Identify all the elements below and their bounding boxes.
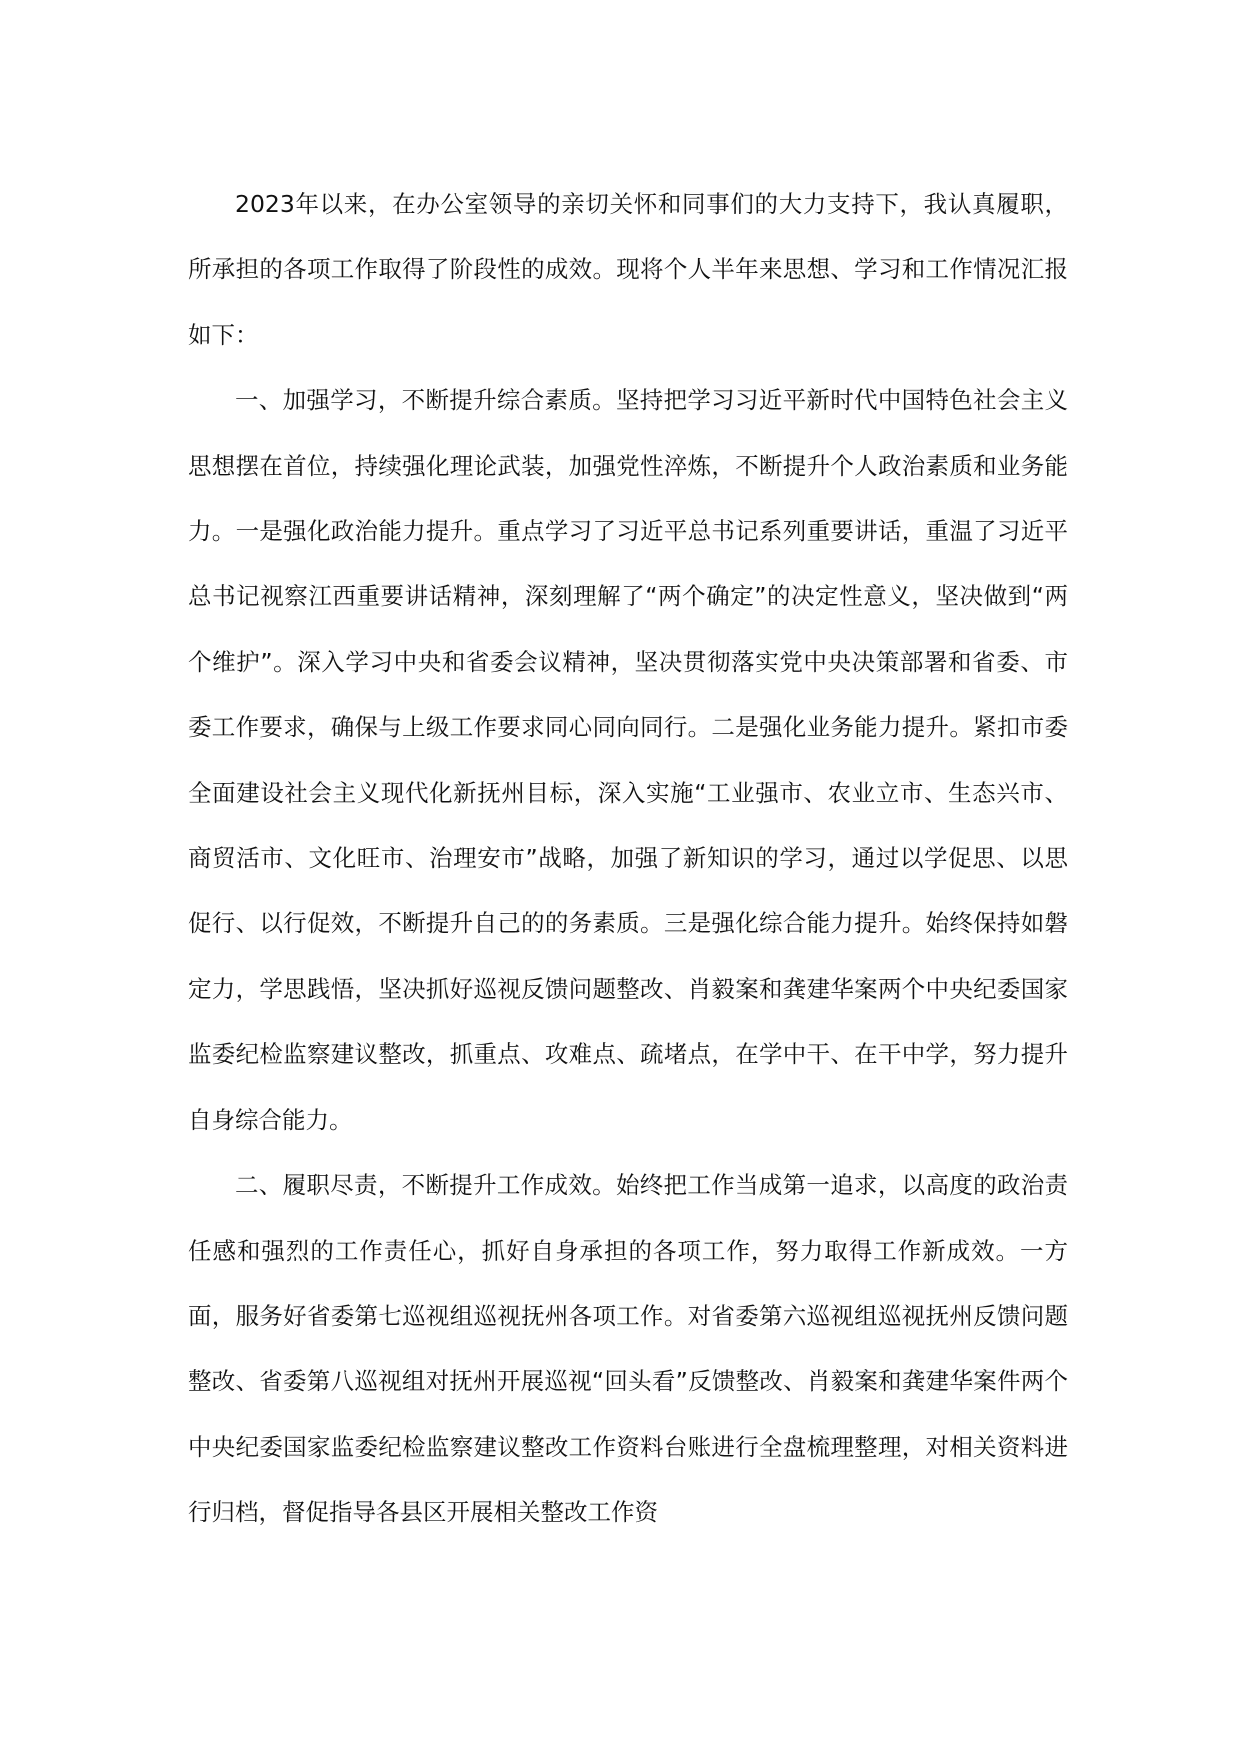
paragraph-intro: 2023年以来，在办公室领导的亲切关怀和同事们的大力支持下，我认真履职，所承担的各项工作取得了阶段性的成效。现将个人半年来思想、学习和工作情况汇报如下： [188,190,1068,349]
paragraph-section-two: 二、履职尽责，不断提升工作成效。始终把工作当成第一追求，以高度的政治责任感和强烈的工作责任心，抓好自身承担的各项工作，努力取得工作新成效。一方面，服务好省委第七巡视组巡视抚州各项工作。对省委第六巡视组巡视抚州反馈问题整改、省委第八巡视组对抚州开展巡视“回头看”反馈整改、肖毅案和龚建华案件两个中央纪委国家监委纪检监察建议整改工作资料台账进行全盘梳理整理，对相关资料进行归档，督促指导各县区开展相关整改工作资 [188,1171,1068,1527]
document-body [188,172,1068,1546]
paragraph-section-one: 一、加强学习，不断提升综合素质。坚持把学习习近平新时代中国特色社会主义思想摆在首位，持续强化理论武装，加强党性淬炼，不断提升个人政治素质和业务能力。一是强化政治能力提升。重点学习了习近平总书记系列重要讲话，重温了习近平总书记视察江西重要讲话精神，深刻理解了“两个确定”的决定性意义，坚决做到“两个维护”。深入学习中央和省委会议精神，坚决贯彻落实党中央决策部署和省委、市委工作要求，确保与上级工作要求同心同向同行。二是强化业务能力提升。紧扣市委全面建设社会主义现代化新抚州目标，深入实施“工业强市、农业立市、生态兴市、商贸活市、文化旺市、治理安市”战略，加强了新知识的学习，通过以学促思、以思促行、以行促效，不断提升自己的的务素质。三是强化综合能力提升。始终保持如磐定力，学思践悟，坚决抓好巡视反馈问题整改、肖毅案和龚建华案两个中央纪委国家监委纪检监察建议整改，抓重点、攻难点、疏堵点，在学中干、在干中学，努力提升自身综合能力。 [188,386,1068,1134]
